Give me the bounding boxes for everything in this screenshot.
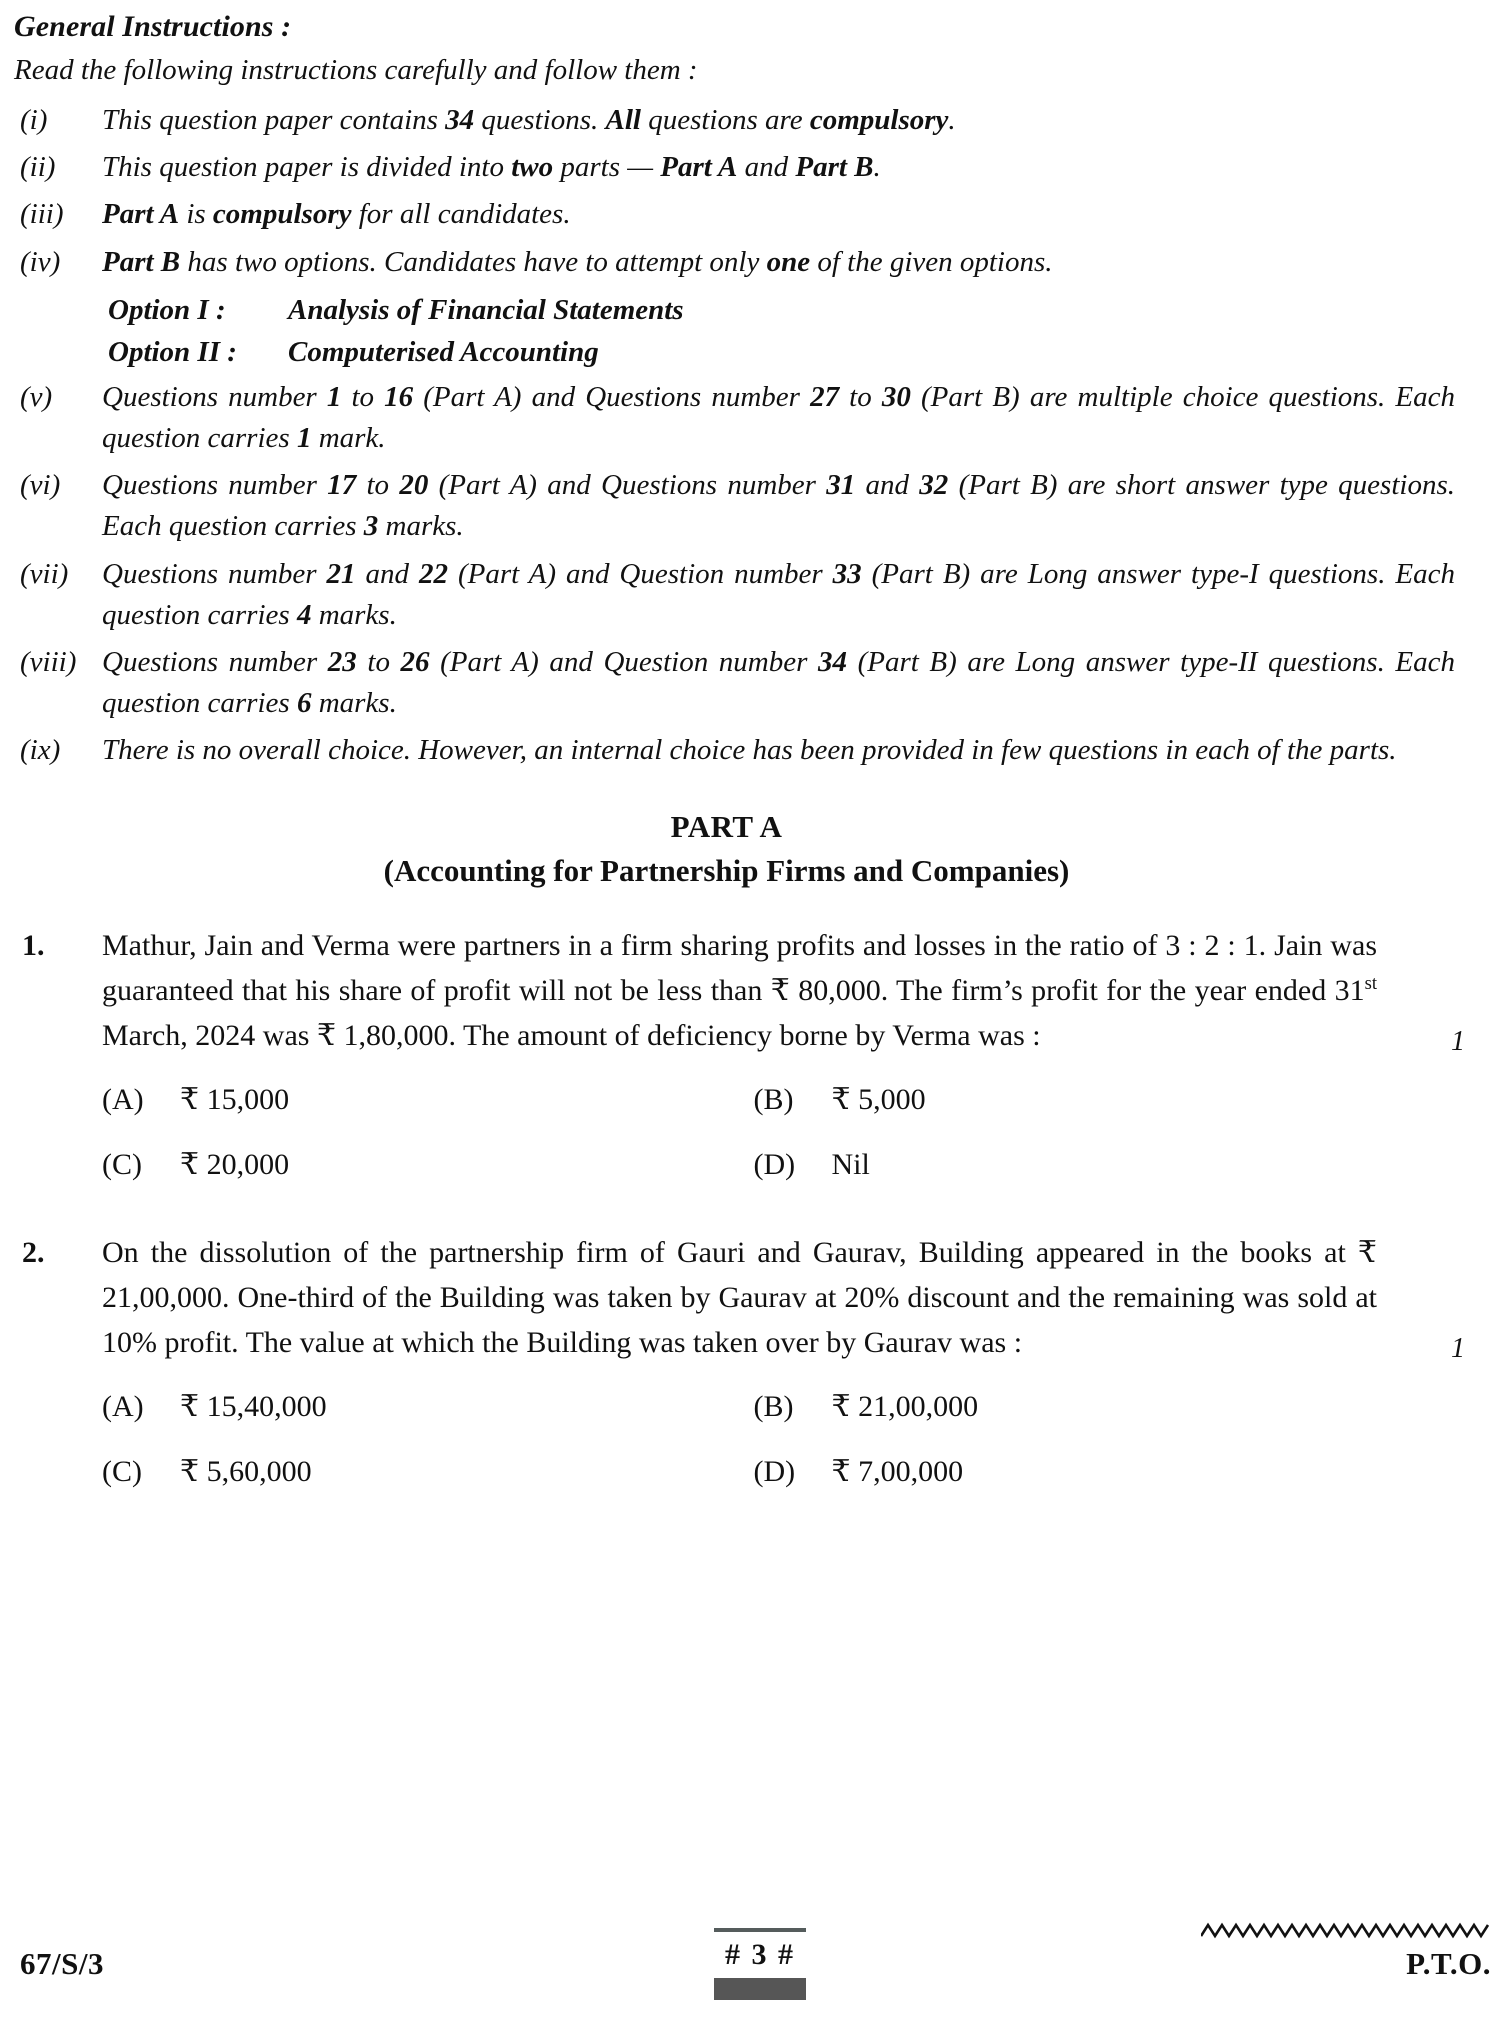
instruction-text: Questions number 17 to 20 (Part A) and Questions number 31 and 32 (Part B) are short answer type questions. Each question carries 3 marks. [102,469,1455,543]
instruction-text: Questions number 1 to 16 (Part A) and Questions number 27 to 30 (Part B) are multiple choice questions. Each question carries 1 mark. [102,380,1456,455]
answer-choices [102,1080,1465,1184]
instruction-number: (i) [20,104,48,137]
answer-choice-value: ₹ 5,60,000 [180,1455,312,1489]
answer-choice-value: ₹ 15,000 [180,1083,290,1117]
answer-choice[interactable] [754,1387,1406,1426]
answer-choice[interactable] [102,1452,754,1491]
instruction-number: (ii) [20,151,56,184]
question-number: 2. [22,1236,45,1270]
question-row [14,923,1465,1058]
instruction-item [14,147,1465,188]
answer-choice[interactable] [102,1387,754,1426]
instruction-number: (iv) [20,245,61,278]
part-b-option-value: Analysis of Financial Statements [288,293,684,326]
question-text: Mathur, Jain and Verma were partners in a firm sharing profits and losses in the ratio of 3 : 2 : 1. Jain was guaranteed that his share of profit will not be less than ₹ 80,000. The firm’s profit for the year ended 31st March, 2024 was ₹ 1,80,000. The amount of deficiency borne by Verma was : [102,929,1377,1053]
answer-choice-value: ₹ 5,000 [831,1083,926,1117]
answer-choice-key: (B) [753,1083,794,1117]
page-number-bar [714,1978,806,2000]
answer-choice-key: (A) [102,1390,144,1424]
answer-choice[interactable] [102,1145,754,1184]
instruction-number: (vii) [20,557,69,590]
pto-block [1201,1920,1491,1982]
answer-choice-key: (A) [102,1083,144,1117]
page-number-block [700,1928,820,2000]
question-body [102,1230,1465,1365]
part-b-option-key: Option I : [108,293,226,326]
instruction-text: Part B has two options. Candidates have to attempt only one of the given options. [102,245,1053,278]
question-body [102,923,1465,1058]
answer-choice-key: (D) [753,1455,796,1489]
question-text: On the dissolution of the partnership firm of Gauri and Gaurav, Building appeared in the books at ₹ 21,00,000. One-third of the Building was taken by Gaurav at 20% discount and the remaining was sold at 10% profit. The value at which the Building was taken over by Gaurav was : [102,1236,1377,1360]
part-b-option-list [14,289,1465,373]
ordinal-suffix: st [1364,973,1377,995]
part-b-option-key: Option II : [108,335,237,368]
answer-choice-value: ₹ 7,00,000 [831,1455,964,1489]
pto-label: P.T.O. [1406,1946,1491,1981]
instruction-item [14,377,1465,459]
question-block [14,1230,1465,1491]
question-marks: 1 [1451,1026,1465,1058]
question-marks: 1 [1451,1333,1465,1365]
answer-choice-row [102,1080,1405,1119]
zigzag-rule-icon [1201,1920,1491,1942]
answer-choice-value: Nil [831,1148,870,1182]
instruction-item [14,730,1465,771]
page-number: # 3 # [725,1938,795,1971]
general-instructions-block [14,8,1465,771]
instruction-item [14,642,1465,724]
answer-choice-key: (B) [753,1390,794,1424]
instructions-list [14,100,1465,771]
instruction-text: Questions number 23 to 26 (Part A) and Question number 34 (Part B) are Long answer type-II questions. Each question carries 6 marks. [102,645,1455,720]
page-number-rule [714,1928,806,1932]
answer-choice[interactable] [102,1080,754,1119]
part-b-option [108,331,1465,373]
instruction-text: There is no overall choice. However, an internal choice has been provided in few questions in each of the parts. [102,734,1397,767]
instruction-number: (viii) [20,645,77,678]
paper-code: 67/S/3 [20,1946,104,1981]
answer-choices [102,1387,1465,1491]
instruction-number: (v) [20,380,53,413]
part-b-option-value: Computerised Accounting [288,335,599,368]
page-footer [0,1880,1505,2000]
instruction-item [14,100,1465,141]
instruction-text: This question paper is divided into two parts — Part A and Part B. [102,151,881,184]
answer-choice-value: ₹ 21,00,000 [831,1390,979,1424]
answer-choice-key: (C) [102,1455,142,1489]
question-block [14,923,1465,1184]
general-instructions-lead: Read the following instructions carefully and follow them : [14,54,698,87]
part-a-title: PART A [670,809,783,845]
answer-choice-value: ₹ 20,000 [180,1148,290,1182]
instruction-text: Questions number 21 and 22 (Part A) and Question number 33 (Part B) are Long answer type-I questions. Each question carries 4 marks. [102,557,1455,631]
instruction-number: (iii) [20,198,64,231]
instruction-item [14,554,1465,636]
answer-choice-key: (C) [102,1148,142,1182]
answer-choice[interactable] [754,1452,1406,1491]
instruction-text: This question paper contains 34 questions. All questions are compulsory. [102,104,956,137]
general-instructions-heading: General Instructions : [14,10,292,43]
instruction-number: (ix) [20,734,61,767]
instruction-number: (vi) [20,469,61,502]
instruction-item [14,242,1465,283]
answer-choice[interactable] [754,1145,1406,1184]
answer-choice-row [102,1452,1405,1491]
instruction-item [14,465,1465,547]
answer-choice[interactable] [754,1080,1406,1119]
instruction-text: Part A is compulsory for all candidates. [102,198,571,231]
instruction-item [14,194,1465,235]
question-row [14,1230,1465,1365]
part-a-subtitle: (Accounting for Partnership Firms and Companies) [383,853,1070,889]
answer-choice-value: ₹ 15,40,000 [180,1390,327,1424]
answer-choice-row [102,1145,1405,1184]
part-b-option [108,289,1465,331]
question-number: 1. [22,929,45,963]
questions-container [14,923,1465,1491]
answer-choice-row [102,1387,1405,1426]
answer-choice-key: (D) [753,1148,796,1182]
